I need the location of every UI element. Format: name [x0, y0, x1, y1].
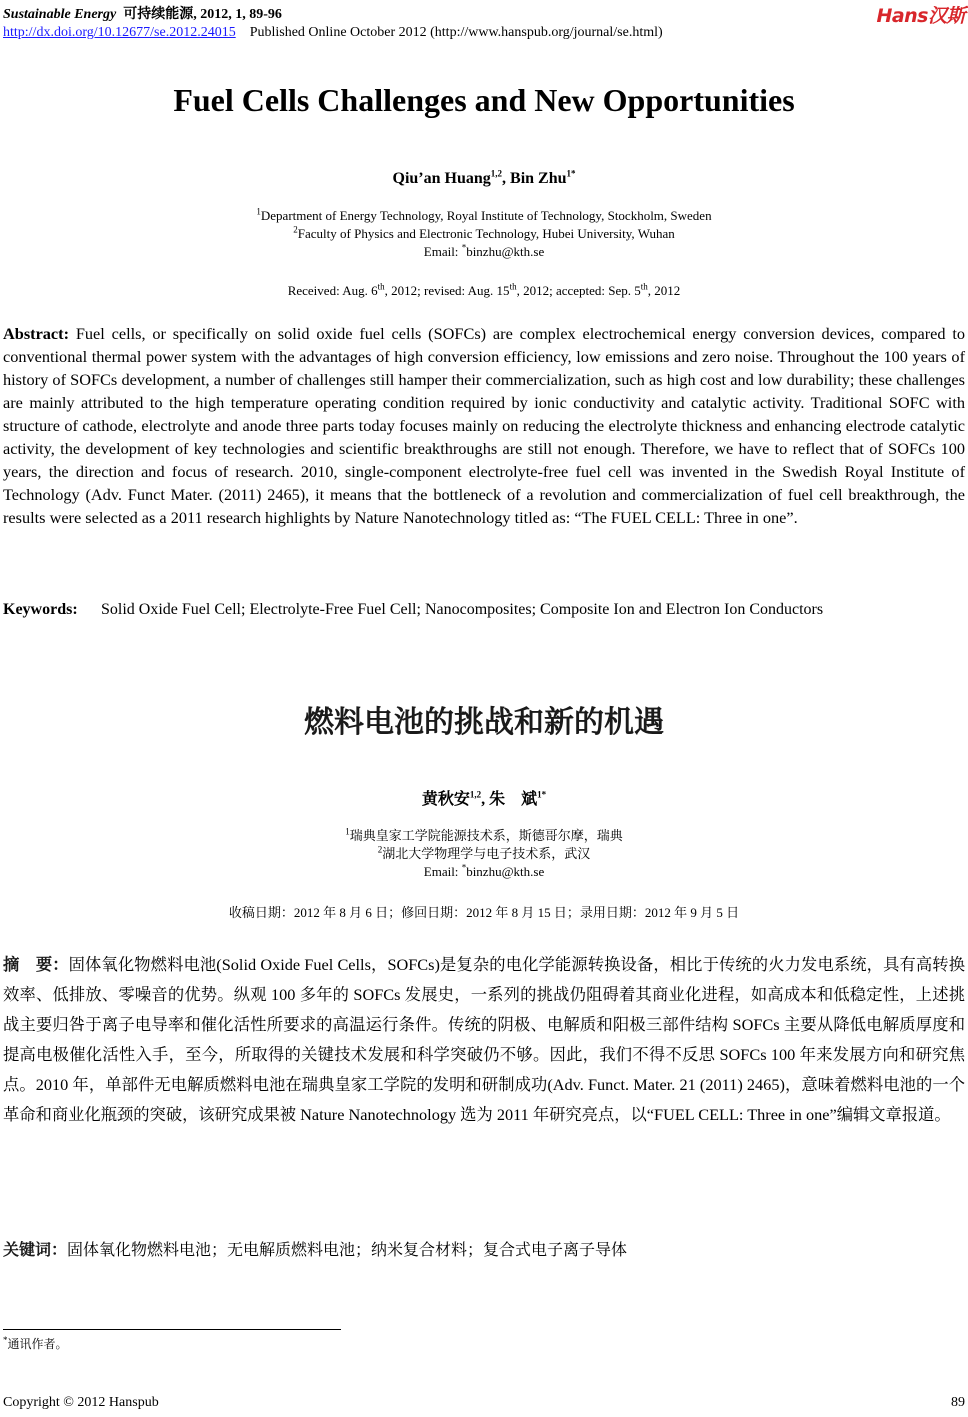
email-address: binzhu@kth.se [466, 244, 545, 259]
ordinal-sup: th [640, 281, 648, 292]
author-name: Bin Zhu [510, 170, 567, 187]
email-prefix: Email: [423, 864, 462, 879]
keywords-text-zh: 固体氧化物燃料电池；无电解质燃料电池；纳米复合材料；复合式电子离子导体 [67, 1242, 628, 1259]
email-address: binzhu@kth.se [466, 864, 545, 879]
keywords-label-zh: 关键词： [3, 1240, 68, 1259]
author-list-zh [0, 786, 968, 809]
affiliation-line [0, 207, 968, 225]
received-text: Received: Aug. 6 [287, 283, 378, 298]
author-name: Qiu’an Huang [392, 170, 491, 187]
email-prefix: Email: [423, 244, 462, 259]
email-line [0, 863, 968, 881]
keywords-text: Solid Oxide Fuel Cell; Electrolyte-Free Fuel Cell; Nanocomposites; Composite Ion and Electron Ion Conductors [101, 601, 824, 618]
abstract-zh [3, 950, 965, 1130]
abstract-text: Fuel cells, or specifically on solid oxide fuel cells (SOFCs) are complex electrochemical energy conversion devices, compared to conventional thermal power system with the advantages of high conversion efficiency, low emissions and zero noise. Throughout the 100 years of history of SOFCs development, a number of challenges still hamper their commercialization, such as high cost and low durability; these challenges are mainly attributed to the high temperature operating condition required by ionic conductivity and catalytic activity. Traditional SOFC with structure of cathode, electrolyte and anode three parts today focuses mainly on reducing the electrolyte thickness and enhancing electrode catalytic activity, the development of key technologies and scientific breakthroughs are still not enough. Therefore, we have to reflect that of SOFCs 100 years, the direction and focus of research. 2010, single-component electrolyte-free fuel cell was invented in the Swedish Royal Institute of Technology (Adv. Funct Mater. (2011) 2465), it means that the bottleneck of a revolution and commercialization of fuel cell breakthrough, the results were selected as a 2011 research highlights by Nature Nanotechnology titled as: “The FUEL CELL: Three in one”. [3, 324, 965, 527]
affil-sup: 1 [345, 826, 350, 837]
affiliation-text: Faculty of Physics and Electronic Technology, Hubei University, Wuhan [297, 226, 675, 241]
footnote-rule [3, 1329, 341, 1330]
ordinal-sup: th [377, 281, 385, 292]
abstract-en [3, 322, 965, 529]
year-text: , 2012 [647, 283, 681, 298]
received-dates-zh: 收稿日期：2012 年 8 月 6 日；修回日期：2012 年 8 月 15 日；录用日期：2012 年 9 月 5 日 [228, 905, 740, 920]
affil-sup: 2 [377, 844, 383, 855]
keywords-zh [3, 1237, 627, 1260]
journal-header [3, 3, 282, 23]
affiliation-line [0, 827, 968, 845]
paper-title-zh: 燃料电池的挑战和新的机遇 [304, 705, 664, 740]
copyright: Copyright © 2012 Hanspub [3, 1395, 159, 1410]
accepted-text: , 2012; accepted: Sep. 5 [516, 283, 641, 298]
affiliation-text: 湖北大学物理学与电子技术系，武汉 [382, 846, 591, 861]
affiliation-line [0, 225, 968, 243]
abstract-label: Abstract: [3, 324, 70, 343]
keywords-label: Keywords: [3, 601, 78, 618]
affiliation-block-zh [0, 827, 968, 881]
affil-sup: 1 [256, 206, 261, 217]
author-name: 朱 斌 [489, 791, 538, 808]
affiliation-line [0, 845, 968, 863]
abstract-label-zh: 摘 要： [3, 955, 69, 974]
abstract-text-zh: 固体氧化物燃料电池(Solid Oxide Fuel Cells，SOFCs)是复杂的电化学能源转换设备，相比于传统的火力发电系统，具有高转换效率、低排放、零噪音的优势。纵观 100 多年的 SOFCs 发展史，一系列的挑战仍阻碍着其商业化进程，如高成本和低稳定性，上述挑战主要归咎于离子电导率和催化活性所要求的高温运行条件。传统的阴极、电解质和阳极三部件结构 SOFCs 主要从降低电解质厚度和提高电极催化活性入手，至今，所取得的关键技术发展和科学突破仍不够。因此，我们不得不反思 SOFCs 100 年来发展方向和研究焦点。2010 年，单部件无电解质燃料电池在瑞典皇家工学院的发明和研制成功(Adv. Funct. Mater. 21 (2011) 2465)，意味着燃料电池的一个革命和商业化瓶颈的突破，该研究成果被 Nature Nanotechnology 选为 2011 年研究亮点，以“FUEL CELL: Three in one”编辑文章报道。 [3, 955, 965, 1124]
published-online: Published Online October 2012 (http://www.hanspub.org/journal/se.html) [249, 25, 663, 40]
author-affil-sup: 1* [537, 789, 547, 800]
affiliation-text: 瑞典皇家工学院能源技术系，斯德哥尔摩，瑞典 [349, 828, 623, 843]
footnote [3, 1335, 68, 1352]
received-dates [0, 282, 968, 300]
page-number: 89 [951, 1395, 965, 1410]
revised-text: , 2012; revised: Aug. 15 [384, 283, 510, 298]
footnote-sup: * [3, 1335, 8, 1345]
doi-line [3, 25, 663, 41]
author-affil-sup: 1,2 [469, 789, 482, 800]
doi-link[interactable]: http://dx.doi.org/10.12677/se.2012.24015 [3, 25, 236, 40]
author-name: 黄秋安 [421, 791, 470, 808]
email-line [0, 243, 968, 261]
hans-logo: Hans汉斯 [876, 5, 965, 27]
author-affil-sup: 1* [566, 168, 576, 179]
keywords-en [3, 598, 933, 621]
affil-sup: 2 [293, 224, 298, 235]
author-affil-sup: 1,2 [490, 168, 503, 179]
ordinal-sup: th [509, 281, 517, 292]
email-sup: * [461, 242, 467, 253]
affiliation-block [0, 207, 968, 261]
journal-name: Sustainable Energy [3, 7, 117, 22]
affiliation-text: Department of Energy Technology, Royal Institute of Technology, Stockholm, Sweden [260, 208, 712, 223]
paper-title: Fuel Cells Challenges and New Opportunities [173, 82, 795, 118]
author-separator: , [502, 170, 511, 187]
email-sup: * [461, 862, 467, 873]
author-list [0, 170, 968, 188]
author-separator: , [481, 791, 490, 808]
footnote-text: 通讯作者。 [7, 1337, 68, 1351]
journal-issue: 可持续能源, 2012, 1, 89-96 [123, 7, 282, 22]
